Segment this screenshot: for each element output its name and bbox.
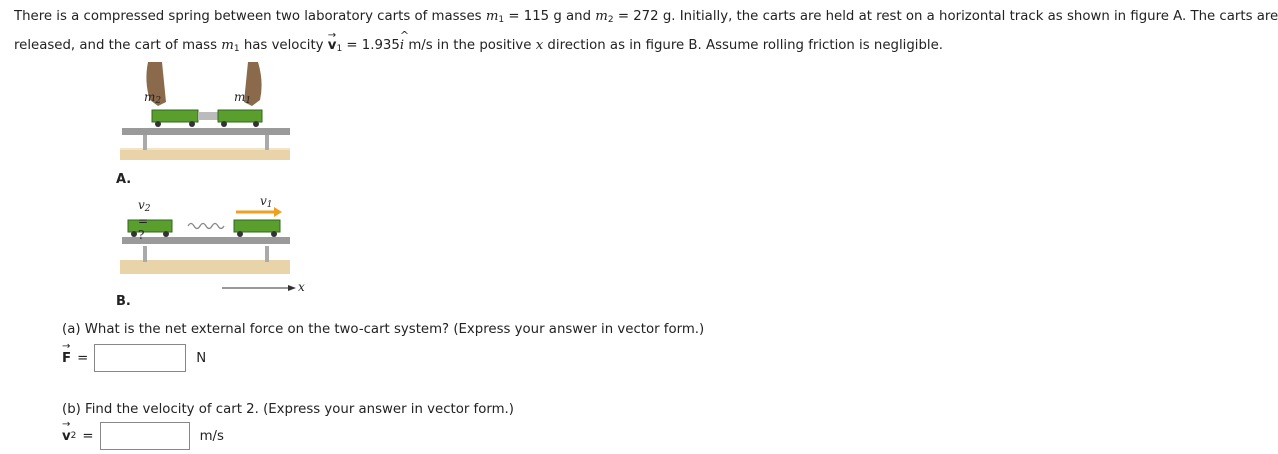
vector-arrow-icon: → xyxy=(62,418,71,430)
track-leg-right-a xyxy=(265,134,269,150)
cart-m1-a xyxy=(218,110,262,122)
force-answer-input[interactable] xyxy=(94,344,186,372)
x-axis-arrow-icon xyxy=(288,285,296,291)
table-top-b xyxy=(120,260,290,274)
velocity-answer-input[interactable] xyxy=(100,422,190,450)
m1-symbol: m xyxy=(221,38,234,53)
problem-text: m/s in the positive xyxy=(404,38,536,53)
problem-text: There is a compressed spring between two laboratory carts of masses xyxy=(14,9,486,24)
figure-a-label: A. xyxy=(116,172,132,187)
i-hat xyxy=(399,29,410,58)
m2-subscript: 2 xyxy=(607,15,614,25)
v1-value: = 1.935 xyxy=(342,38,400,53)
problem-line-2 xyxy=(14,29,1184,62)
equals-sign: = xyxy=(82,428,94,444)
m2-figure-label: $m_2$ xyxy=(144,90,162,106)
problem-line-1 xyxy=(14,4,1278,33)
m1-figure-label: $m_1$ xyxy=(234,90,252,106)
m1-subscript: 1 xyxy=(498,15,505,25)
wheel-icon xyxy=(131,231,137,237)
cart-m1-b xyxy=(234,220,280,232)
m2-symbol: m xyxy=(595,9,608,24)
cart-figure xyxy=(110,62,310,302)
part-b-question: (b) Find the velocity of cart 2. (Express your answer in vector form.) xyxy=(62,402,514,417)
problem-text: released, and the cart of mass xyxy=(14,38,222,53)
force-symbol: → F xyxy=(62,340,72,366)
v1-vector xyxy=(327,30,337,58)
hat-icon: ^ xyxy=(399,29,410,42)
track-a xyxy=(122,128,290,135)
velocity-subscript: 2 xyxy=(70,431,77,441)
velocity-symbol: → v xyxy=(62,418,71,444)
wheel-icon xyxy=(221,121,227,127)
spring-released-icon xyxy=(188,224,224,229)
problem-statement xyxy=(14,4,1278,62)
wheel-icon xyxy=(155,121,161,127)
m1-symbol: m xyxy=(485,9,499,24)
part-a-answer-row xyxy=(62,340,207,372)
problem-text: has velocity xyxy=(239,38,328,53)
part-b-answer-row xyxy=(62,418,224,450)
wheel-icon xyxy=(271,231,277,237)
equals-sign: = xyxy=(77,350,89,366)
v1-figure-label: $v_1$ xyxy=(260,194,273,210)
arrowhead-icon xyxy=(274,207,282,217)
m1-value: = 115 g and xyxy=(504,9,596,24)
x-axis-label: x xyxy=(298,280,305,294)
track-leg-left-a xyxy=(143,134,147,150)
figure-b-label: B. xyxy=(116,294,131,309)
wheel-icon xyxy=(189,121,195,127)
x-symbol: x xyxy=(535,38,544,53)
v1-subscript: 1 xyxy=(336,44,343,54)
v1-symbol: v xyxy=(327,38,337,53)
i-hat-symbol: i xyxy=(399,38,405,53)
v2-figure-label: $v_2$ = ? xyxy=(138,198,151,242)
track-leg-right-b xyxy=(265,246,269,262)
part-a-question: (a) What is the net external force on the two-cart system? (Express your answer in vector form.) xyxy=(62,322,705,337)
velocity-unit: m/s xyxy=(199,428,224,444)
wheel-icon xyxy=(163,231,169,237)
cart-m2-a xyxy=(152,110,198,122)
spring-compressed-icon xyxy=(198,112,218,120)
force-unit: N xyxy=(196,350,207,366)
vector-arrow-icon: → xyxy=(62,340,71,352)
wheel-icon xyxy=(253,121,259,127)
wheel-icon xyxy=(237,231,243,237)
m1-subscript: 1 xyxy=(233,44,240,54)
problem-text: direction as in figure B. Assume rolling friction is negligible. xyxy=(543,38,944,53)
m2-value: = 272 g. Initially, the carts are held at rest on a horizontal track as shown in figure A. The carts are xyxy=(613,9,1278,24)
vector-arrow-icon: → xyxy=(327,30,337,41)
track-leg-left-b xyxy=(143,246,147,262)
